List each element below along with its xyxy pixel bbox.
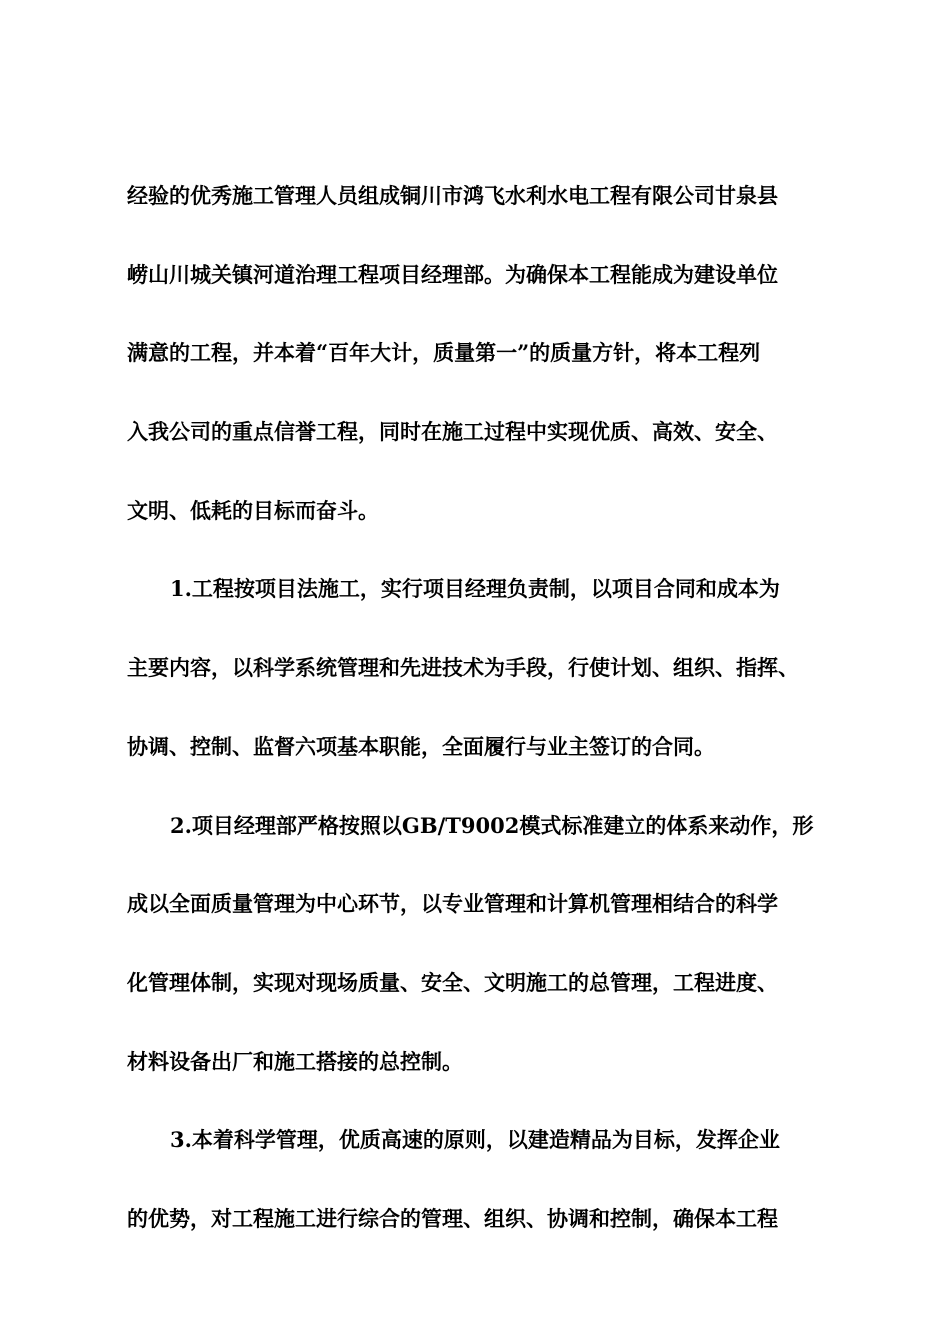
body-text bbox=[127, 182, 847, 1284]
text-line-1: 经验的优秀施工管理人员组成铜川市鸿飞水利水电工程有限公司甘泉县 bbox=[127, 183, 778, 208]
text-line-2: 崂山川城关镇河道治理工程项目经理部。为确保本工程能成为建设单位 bbox=[127, 261, 778, 287]
text-line-14: 的优势，对工程施工进行综合的管理、组织、协调和控制，确保本工程 bbox=[127, 1205, 778, 1231]
text-line-4: 入我公司的重点信誉工程，同时在施工过程中实现优质、高效、安全、 bbox=[127, 419, 778, 445]
text-line-9: 2.项目经理部严格按照以GB/T9002模式标准建立的体系来动作，形 bbox=[170, 812, 814, 838]
text-line-13: 3.本着科学管理，优质高速的原则，以建造精品为目标，发挥企业 bbox=[170, 1127, 780, 1153]
text-line-3: 满意的工程，并本着“百年大计，质量第一”的质量方针，将本工程列 bbox=[127, 340, 761, 366]
text-line-11: 化管理体制，实现对现场质量、安全、文明施工的总管理，工程进度、 bbox=[127, 969, 778, 995]
text-line-12: 材料设备出厂和施工搭接的总控制。 bbox=[127, 1048, 463, 1074]
text-line-8: 协调、控制、监督六项基本职能，全面履行与业主签订的合同。 bbox=[127, 733, 715, 759]
text-line-5: 文明、低耗的目标而奋斗。 bbox=[127, 497, 379, 523]
text-line-6: 1.工程按项目法施工，实行项目经理负责制，以项目合同和成本为 bbox=[170, 576, 780, 602]
text-line-7: 主要内容，以科学系统管理和先进技术为手段，行使计划、组织、指挥、 bbox=[127, 655, 799, 681]
text-line-10: 成以全面质量管理为中心环节，以专业管理和计算机管理相结合的科学 bbox=[127, 891, 778, 917]
